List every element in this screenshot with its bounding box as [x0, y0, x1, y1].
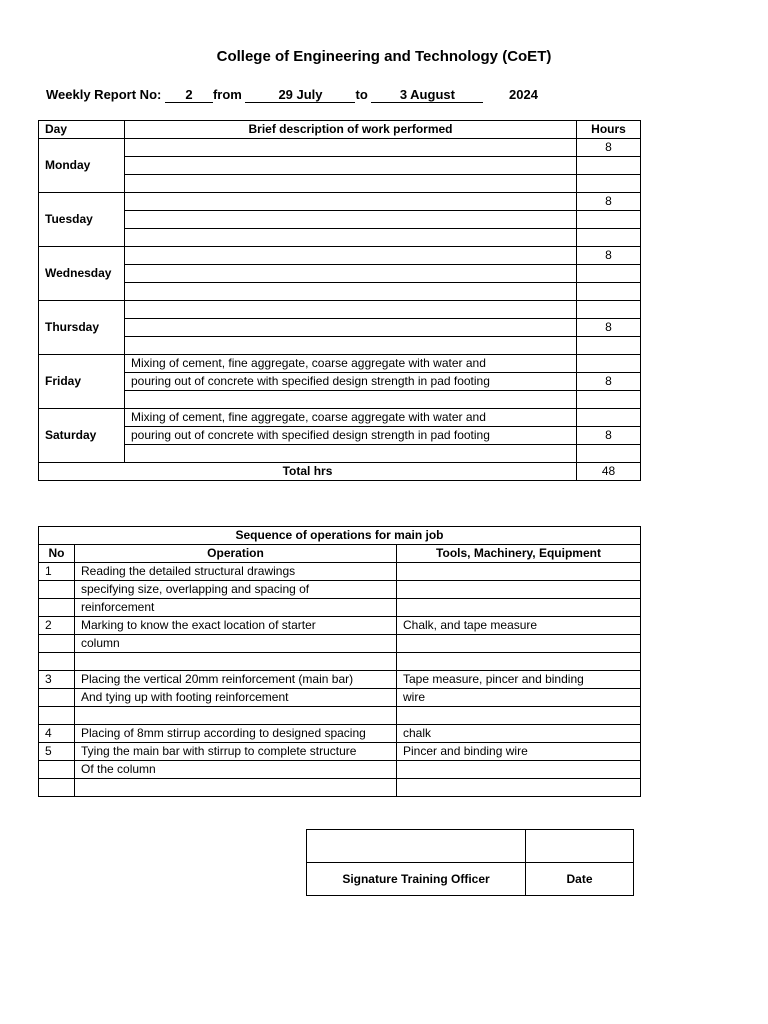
- ops-no-cell: [39, 779, 75, 797]
- desc-cell: [125, 193, 577, 211]
- ops-tools-cell: [397, 761, 641, 779]
- ops-operation-cell: [75, 707, 397, 725]
- ops-header-row: [39, 545, 641, 563]
- saturday-desc-line-2: pouring out of concrete with specified design strength in pad footing: [125, 427, 577, 445]
- day-saturday: Saturday: [39, 409, 125, 463]
- saturday-row-1: [39, 409, 641, 427]
- weekly-work-table: [38, 120, 641, 481]
- ops-table-title: Sequence of operations for main job: [39, 527, 641, 545]
- table-row: [39, 761, 641, 779]
- ops-tools-cell: [397, 635, 641, 653]
- ops-operation-cell: column: [75, 635, 397, 653]
- tuesday-row-3: [39, 229, 641, 247]
- monday-row-1: [39, 139, 641, 157]
- col-operation-header: Operation: [75, 545, 397, 563]
- ops-no-cell: [39, 761, 75, 779]
- ops-no-cell: 5: [39, 743, 75, 761]
- desc-cell: [125, 301, 577, 319]
- ops-tools-cell: [397, 563, 641, 581]
- col-tools-header: Tools, Machinery, Equipment: [397, 545, 641, 563]
- monday-row-3: [39, 175, 641, 193]
- signature-officer-label: Signature Training Officer: [307, 863, 526, 896]
- col-day-header: Day: [39, 121, 125, 139]
- operations-table: [38, 526, 641, 797]
- total-value: 48: [577, 463, 641, 481]
- to-date: 3 August: [371, 87, 483, 103]
- ops-no-cell: [39, 635, 75, 653]
- ops-no-cell: 1: [39, 563, 75, 581]
- ops-operation-cell: specifying size, overlapping and spacing of: [75, 581, 397, 599]
- ops-tools-cell: wire: [397, 689, 641, 707]
- desc-cell: [125, 175, 577, 193]
- desc-cell: [125, 247, 577, 265]
- table-row: [39, 599, 641, 617]
- table-row: [39, 707, 641, 725]
- friday-row-2: [39, 373, 641, 391]
- date-label: Date: [526, 863, 634, 896]
- ops-operation-cell: [75, 653, 397, 671]
- ops-tools-cell: [397, 707, 641, 725]
- table-row: [39, 725, 641, 743]
- ops-title-row: [39, 527, 641, 545]
- desc-cell: [125, 337, 577, 355]
- table-row: [39, 671, 641, 689]
- desc-cell: [125, 265, 577, 283]
- ops-no-cell: [39, 599, 75, 617]
- thursday-row-2: [39, 319, 641, 337]
- hours-cell: [577, 409, 641, 427]
- hours-cell: [577, 157, 641, 175]
- ops-table-body: [39, 563, 641, 797]
- desc-cell: [125, 391, 577, 409]
- thursday-row-1: [39, 301, 641, 319]
- friday-desc-line-1: Mixing of cement, fine aggregate, coarse aggregate with water and: [125, 355, 577, 373]
- to-label: to: [355, 87, 368, 102]
- hours-saturday: 8: [577, 427, 641, 445]
- ops-no-cell: [39, 653, 75, 671]
- report-year: 2024: [509, 87, 538, 102]
- ops-operation-cell: reinforcement: [75, 599, 397, 617]
- hours-cell: [577, 283, 641, 301]
- weekly-report-label: Weekly Report No:: [46, 87, 162, 102]
- hours-friday: 8: [577, 373, 641, 391]
- desc-cell: [125, 157, 577, 175]
- table-row: [39, 653, 641, 671]
- tuesday-row-1: [39, 193, 641, 211]
- ops-no-cell: 2: [39, 617, 75, 635]
- desc-cell: [125, 283, 577, 301]
- desc-cell: [125, 445, 577, 463]
- desc-cell: [125, 319, 577, 337]
- table-row: [39, 563, 641, 581]
- hours-tuesday: 8: [577, 193, 641, 211]
- signature-table: [306, 829, 634, 896]
- hours-cell: [577, 229, 641, 247]
- hours-cell: [577, 301, 641, 319]
- ops-operation-cell: Of the column: [75, 761, 397, 779]
- hours-cell: [577, 211, 641, 229]
- saturday-desc-line-1: Mixing of cement, fine aggregate, coarse aggregate with water and: [125, 409, 577, 427]
- ops-tools-cell: Pincer and binding wire: [397, 743, 641, 761]
- date-space: [526, 830, 634, 863]
- friday-row-3: [39, 391, 641, 409]
- day-monday: Monday: [39, 139, 125, 193]
- signature-space: [307, 830, 526, 863]
- ops-no-cell: 4: [39, 725, 75, 743]
- day-tuesday: Tuesday: [39, 193, 125, 247]
- friday-desc-line-2: pouring out of concrete with specified design strength in pad footing: [125, 373, 577, 391]
- day-friday: Friday: [39, 355, 125, 409]
- desc-cell: [125, 211, 577, 229]
- ops-operation-cell: Reading the detailed structural drawings: [75, 563, 397, 581]
- desc-cell: [125, 139, 577, 157]
- ops-tools-cell: Tape measure, pincer and binding: [397, 671, 641, 689]
- ops-operation-cell: Placing of 8mm stirrup according to designed spacing: [75, 725, 397, 743]
- day-thursday: Thursday: [39, 301, 125, 355]
- hours-cell: [577, 445, 641, 463]
- ops-no-cell: [39, 707, 75, 725]
- desc-cell: [125, 229, 577, 247]
- total-row: [39, 463, 641, 481]
- report-info-line: [46, 87, 538, 103]
- weekly-header-row: [39, 121, 641, 139]
- wednesday-row-1: [39, 247, 641, 265]
- ops-tools-cell: [397, 653, 641, 671]
- table-row: [39, 581, 641, 599]
- ops-operation-cell: Marking to know the exact location of starter: [75, 617, 397, 635]
- ops-no-cell: [39, 581, 75, 599]
- hours-cell: [577, 265, 641, 283]
- hours-cell: [577, 175, 641, 193]
- table-row: [39, 689, 641, 707]
- ops-tools-cell: [397, 779, 641, 797]
- col-desc-header: Brief description of work performed: [125, 121, 577, 139]
- saturday-row-2: [39, 427, 641, 445]
- table-row: [39, 635, 641, 653]
- hours-cell: [577, 391, 641, 409]
- hours-thursday: 8: [577, 319, 641, 337]
- ops-operation-cell: [75, 779, 397, 797]
- hours-monday: 8: [577, 139, 641, 157]
- monday-row-2: [39, 157, 641, 175]
- from-label: from: [212, 87, 242, 102]
- ops-no-cell: [39, 689, 75, 707]
- signature-blank-row: [307, 830, 634, 863]
- ops-operation-cell: Placing the vertical 20mm reinforcement (main bar): [75, 671, 397, 689]
- col-no-header: No: [39, 545, 75, 563]
- report-number: 2: [165, 87, 213, 103]
- hours-cell: [577, 355, 641, 373]
- ops-tools-cell: [397, 599, 641, 617]
- ops-tools-cell: [397, 581, 641, 599]
- col-hours-header: Hours: [577, 121, 641, 139]
- ops-no-cell: 3: [39, 671, 75, 689]
- wednesday-row-3: [39, 283, 641, 301]
- friday-row-1: [39, 355, 641, 373]
- thursday-row-3: [39, 337, 641, 355]
- total-label: Total hrs: [39, 463, 577, 481]
- hours-wednesday: 8: [577, 247, 641, 265]
- saturday-row-3: [39, 445, 641, 463]
- ops-operation-cell: And tying up with footing reinforcement: [75, 689, 397, 707]
- signature-label-row: [307, 863, 634, 896]
- table-row: [39, 743, 641, 761]
- page-title: College of Engineering and Technology (CoET): [216, 48, 552, 65]
- day-wednesday: Wednesday: [39, 247, 125, 301]
- table-row: [39, 779, 641, 797]
- table-row: [39, 617, 641, 635]
- from-date: 29 July: [245, 87, 355, 103]
- ops-operation-cell: Tying the main bar with stirrup to complete structure: [75, 743, 397, 761]
- wednesday-row-2: [39, 265, 641, 283]
- ops-tools-cell: Chalk, and tape measure: [397, 617, 641, 635]
- hours-cell: [577, 337, 641, 355]
- ops-tools-cell: chalk: [397, 725, 641, 743]
- tuesday-row-2: [39, 211, 641, 229]
